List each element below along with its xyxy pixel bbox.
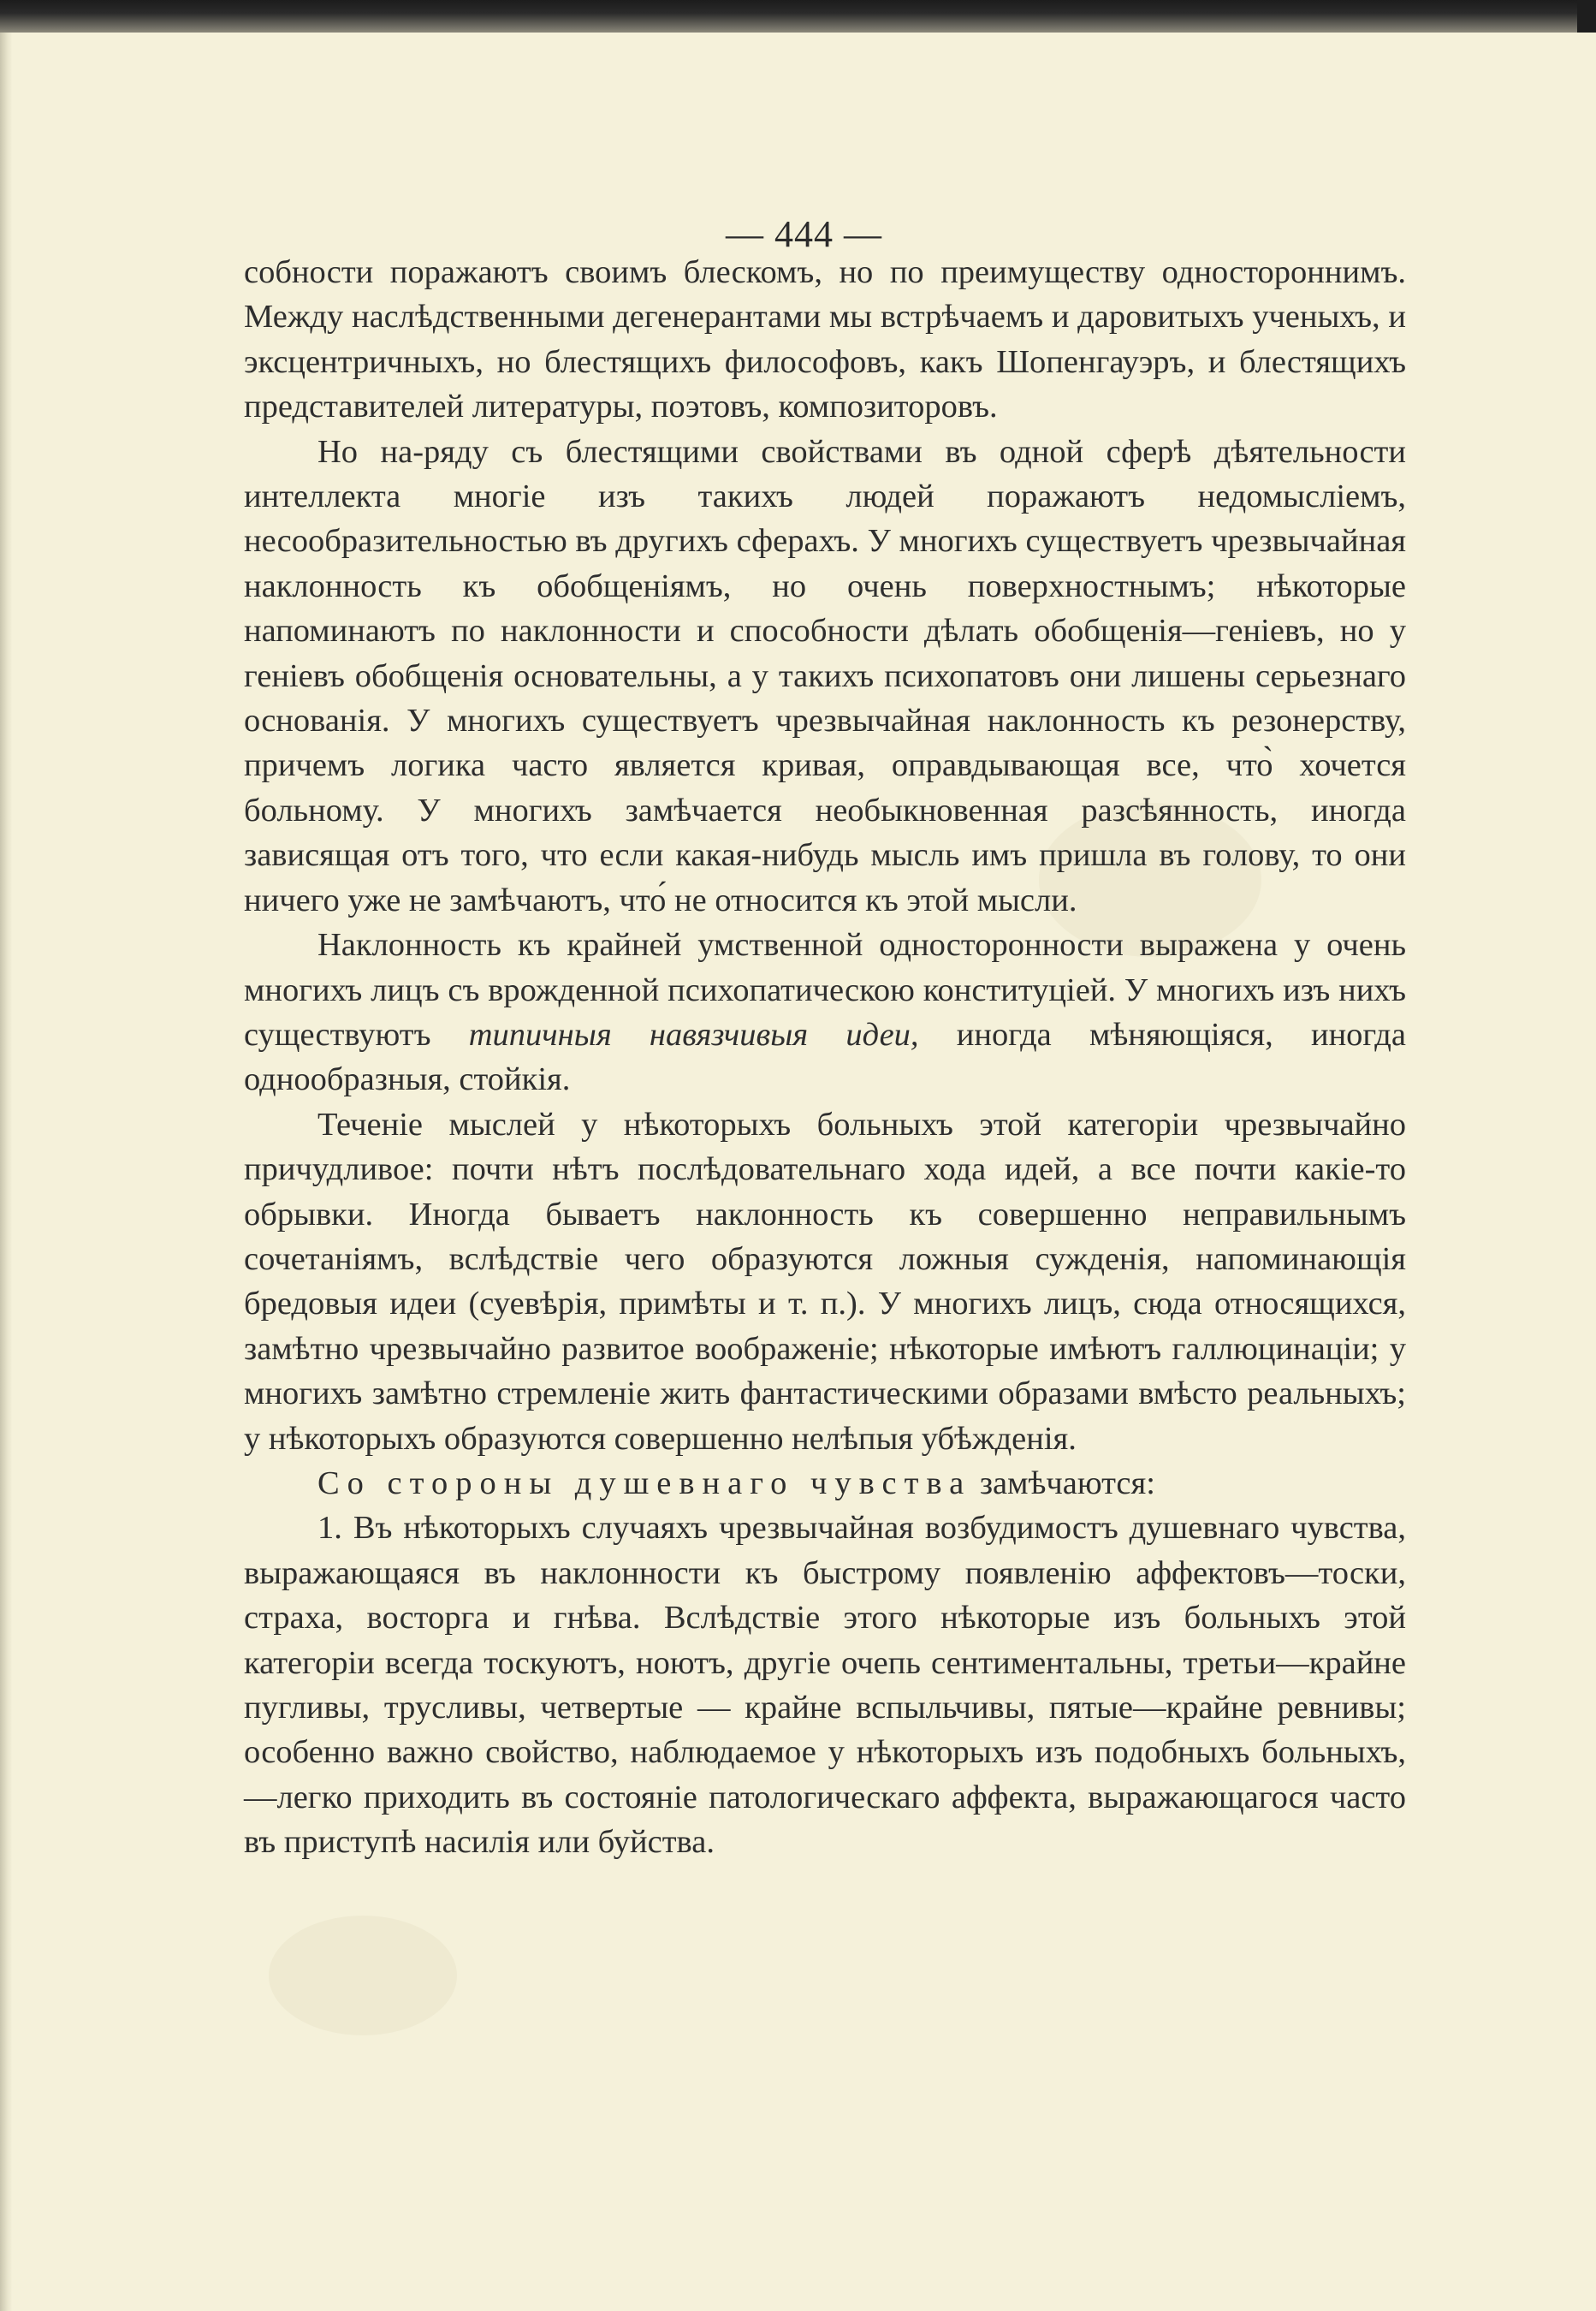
paragraph-text: 1. Въ нѣкоторыхъ случаяхъ чрезвычайная возбудимостъ душевнаго чувства, выражающаяся въ наклонности къ быстрому появленію аффектовъ—тоски, страха, восторга и гнѣва. Вслѣдствіе этого нѣкоторые изъ больныхъ этой категоріи всегда тоскуютъ, ноютъ, другіе очепь сентиментальны, третьи—крайне пугливы, трусливы, четвертые — крайне вспыльчивы, пятые—крайне ревнивы; особенно важно свойство, наблюдаемое у нѣкоторыхъ изъ подобныхъ больныхъ,—легко приходить въ состояніе патологическаго аффекта, выражающагося часто въ приступѣ насилія или буйства. [244,1510,1406,1861]
body-text [244,250,1406,1865]
paragraph-one-sidedness [244,923,1406,1102]
paragraph-text: замѣчаются: [971,1464,1155,1501]
paragraph-intellect [244,430,1406,923]
scanner-top-shadow [0,0,1596,33]
paragraph-continuation [244,250,1406,430]
spaced-heading: Со стороны душевнаго чувства [317,1464,972,1501]
paragraph-text: собности поражаютъ своимъ блескомъ, но по преимуществу одностороннимъ. Между наслѣдственными дегенерантами мы встрѣчаемъ и даровитыхъ ученыхъ, и эксцентричныхъ, но блестящихъ философовъ, какъ Шопенгауэръ, и блестящихъ представителей литературы, поэтовъ, композиторовъ. [244,254,1406,425]
paragraph-text: иногда мѣняющіяся, иногда однообразныя, стойкія. [244,1016,1406,1098]
paragraph-text: Но на-ряду съ блестящими свойствами въ одной сферѣ дѣятельности интеллекта многіе изъ такихъ людей поражаютъ недомысліемъ, несообразительностью въ другихъ сферахъ. У многихъ существуетъ чрезвычайная наклонность къ обобщеніямъ, но очень поверхностнымъ; нѣкоторые напоминаютъ по наклонности и способности дѣлать обобщенія—геніевъ, но у геніевъ обобщенія основательны, а у такихъ психопатовъ они лишены серьезнаго основанія. У многихъ существуетъ чрезвычайная наклонность къ резонерству, причемъ логика часто является кривая, оправдывающая все, что̀ хочется больному. У многихъ замѣчается необыкновенная разсѣянность, иногда зависящая отъ того, что если какая-нибудь мысль имъ пришла въ голову, то они ничего уже не замѣчаютъ, что́ не относится къ этой мысли. [244,433,1406,918]
page-left-edge [0,33,12,2311]
italic-term: типичныя навязчивыя идеи, [468,1016,919,1053]
paragraph-thought-flow [244,1102,1406,1461]
paragraph-text: Теченіе мыслей у нѣкоторыхъ больныхъ этой категоріи чрезвычайно причудливое: почти нѣтъ послѣдовательнаго хода идей, а все почти какіе-то обрывки. Иногда бываетъ наклонность къ совершенно неправильнымъ сочетаніямъ, вслѣдствіе чего образуются ложныя сужденія, напоминающія бредовыя идеи (суевѣрія, примѣты и т. п.). У многихъ лицъ, сюда относящихся, замѣтно чрезвычайно развитое воображеніе; нѣкоторые имѣютъ галлюцинаціи; у многихъ замѣтно стремленіе жить фантастическими образами вмѣсто реальныхъ; у нѣкоторыхъ образуются совершенно нелѣпыя убѣжденія. [244,1106,1406,1457]
page-number: — 444 — [726,213,882,255]
paragraph-text: Наклонность къ крайней умственной односторонности выражена у очень многихъ лицъ съ врожденной психопатическою конституціей. У многихъ изъ нихъ существуютъ [244,927,1406,1053]
paragraph-feeling-heading [244,1461,1406,1506]
paragraph-item-1 [244,1506,1406,1864]
paper-stain [269,1916,457,2035]
